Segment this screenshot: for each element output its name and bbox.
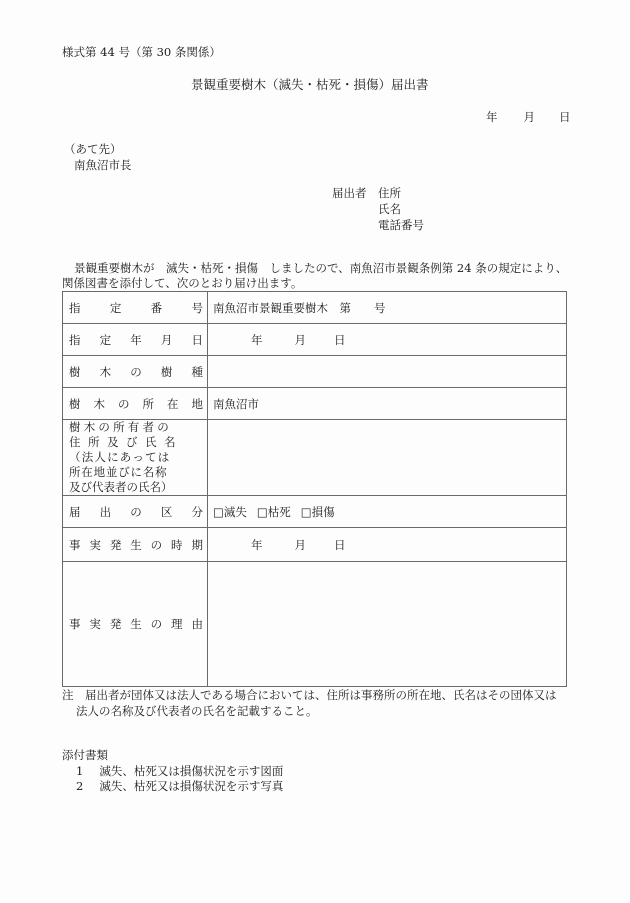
field-tree-species[interactable]	[208, 356, 567, 388]
attachments-heading: 添付書類	[62, 748, 108, 762]
checkbox-damaged[interactable]: □損傷	[300, 504, 335, 519]
row-occurrence-date	[63, 528, 567, 562]
date-year: 年	[486, 110, 498, 124]
field-occurrence-reason[interactable]	[208, 562, 567, 687]
addressee-name: 南魚沼市長	[74, 158, 132, 172]
addressee-label: （あて先）	[64, 142, 122, 156]
checkbox-withered[interactable]: □枯死	[256, 504, 291, 519]
note-line1: 注 届出者が団体又は法人である場合においては、住所は事務所の所在地、氏名はその団体又は	[62, 688, 557, 702]
document-title: 景観重要樹木（滅失・枯死・損傷）届出書	[191, 77, 429, 92]
attachment-item-1: 1 滅失、枯死又は損傷状況を示す図面	[76, 764, 284, 778]
field-designation-date[interactable]: 年 月 日	[208, 324, 567, 356]
row-occurrence-reason	[63, 562, 567, 687]
row-owner-info	[63, 420, 567, 496]
field-occurrence-date[interactable]: 年 月 日	[208, 528, 567, 562]
label-owner-info: 樹木の所有者の 住所及び氏名 （法人にあっては 所在地並びに名称 及び代表者の氏名）	[63, 420, 208, 496]
checkbox-lost[interactable]: □滅失	[213, 504, 247, 519]
field-notification-type	[208, 496, 567, 528]
applicant-phone-label: 電話番号	[378, 218, 424, 232]
label-tree-species: 樹 木 の 樹 種	[63, 356, 208, 388]
applicant-label: 届出者	[332, 186, 367, 200]
row-tree-species	[63, 356, 567, 388]
label-designation-date: 指 定 年 月 日	[63, 324, 208, 356]
label-occurrence-date: 事 実 発 生 の 時 期	[63, 528, 208, 562]
attachment-item-2: 2 滅失、枯死又は損傷状況を示す写真	[76, 779, 284, 793]
label-notification-type: 届 出 の 区 分	[63, 496, 208, 528]
note-line2: 法人の名称及び代表者の氏名を記載すること。	[76, 704, 318, 718]
field-owner-info[interactable]	[208, 420, 567, 496]
row-designation-number	[63, 292, 567, 324]
label-tree-location: 樹 木 の 所 在 地	[63, 388, 208, 420]
submission-date	[486, 110, 571, 124]
field-tree-location[interactable]: 南魚沼市	[208, 388, 567, 420]
applicant-address-label: 住所	[378, 186, 401, 200]
date-month: 月	[523, 110, 535, 124]
row-notification-type	[63, 496, 567, 528]
label-designation-number: 指 定 番 号	[63, 292, 208, 324]
label-occurrence-reason: 事 実 発 生 の 理 由	[63, 562, 208, 687]
applicant-name-label: 氏名	[378, 202, 401, 216]
row-tree-location	[63, 388, 567, 420]
field-designation-number[interactable]: 南魚沼市景観重要樹木 第 号	[208, 292, 567, 324]
row-designation-date	[63, 324, 567, 356]
form-number: 様式第 44 号（第 30 条関係）	[62, 45, 221, 59]
date-day: 日	[559, 110, 571, 124]
notification-table	[62, 291, 567, 687]
intro-text-line1: 景観重要樹木が 滅失・枯死・損傷 しましたので、南魚沼市景観条例第 24 条の規定により、	[74, 261, 568, 275]
intro-text-line2: 関係図書を添付して、次のとおり届け出ます。	[62, 276, 303, 290]
